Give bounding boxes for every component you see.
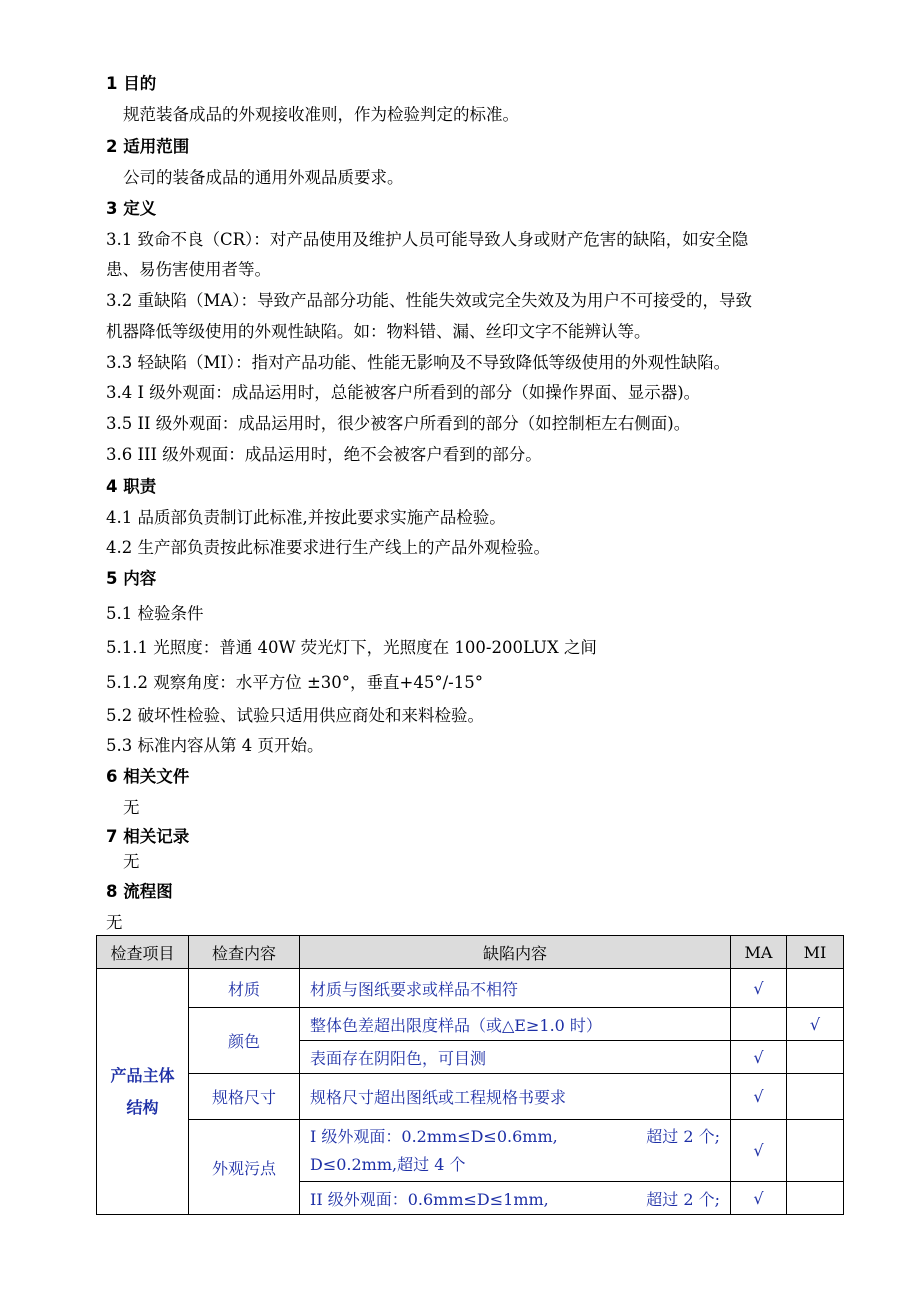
section-6-body: 无: [123, 798, 140, 817]
mi-empty-cell: [787, 1182, 844, 1215]
defect-stain-1-line1: [310, 1123, 720, 1151]
header-check-item: 检查项目: [97, 936, 189, 969]
definition-3-2-line1: 3.2 重缺陷（MA）：导致产品部分功能、性能失效或完全失效及为用户不可接受的，导致: [106, 291, 753, 310]
defect-size: 规格尺寸超出图纸或工程规格书要求: [300, 1074, 731, 1120]
mi-empty-cell: [787, 969, 844, 1008]
defect-stain-1-count: 超过 2 个;: [646, 1126, 720, 1146]
defect-stain-2-spec: II 级外观面：0.6mm≤D≤1mm,: [310, 1189, 549, 1209]
check-item-product-body: [97, 969, 189, 1215]
header-mi: MI: [787, 936, 844, 969]
section-2-body: 公司的装备成品的通用外观品质要求。: [123, 168, 404, 187]
table-row: [97, 1120, 844, 1182]
defect-stain-1: [300, 1120, 731, 1182]
table-row: [97, 1074, 844, 1120]
mi-empty-cell: [787, 1074, 844, 1120]
check-item-label-line2: 结构: [126, 1097, 159, 1117]
definition-3-1-line2: 患、易伤害使用者等。: [106, 260, 271, 279]
ma-check-mark: √: [731, 1182, 787, 1215]
header-check-content: 检查内容: [189, 936, 300, 969]
content-5-3: 5.3 标准内容从第 4 页开始。: [106, 736, 324, 755]
content-5-1: 5.1 检验条件: [106, 604, 204, 623]
section-4-title: 4 职责: [106, 477, 157, 496]
definition-3-4: 3.4 I 级外观面：成品运用时，总能被客户所看到的部分（如操作界面、显示器)。: [106, 383, 701, 402]
check-item-label-line1: 产品主体: [110, 1065, 175, 1085]
defect-stain-2-line: [310, 1187, 720, 1210]
defect-material: 材质与图纸要求或样品不相符: [300, 969, 731, 1008]
defect-stain-2-count: 超过 2 个;: [646, 1189, 720, 1209]
duty-4-2: 4.2 生产部负责按此标准要求进行生产线上的产品外观检验。: [106, 538, 550, 557]
content-size: 规格尺寸: [189, 1074, 300, 1120]
section-1-body: 规范装备成品的外观接收准则，作为检验判定的标准。: [123, 105, 519, 124]
definition-3-2-line2: 机器降低等级使用的外观性缺陷。如：物料错、漏、丝印文字不能辨认等。: [106, 322, 651, 341]
definition-3-5: 3.5 II 级外观面：成品运用时，很少被客户所看到的部分（如控制柜左右侧面)。: [106, 414, 691, 433]
header-ma: MA: [731, 936, 787, 969]
section-6-title: 6 相关文件: [106, 767, 190, 786]
defect-color-1: 整体色差超出限度样品（或△E≥1.0 时）: [300, 1008, 731, 1041]
content-5-2: 5.2 破坏性检验、试验只适用供应商处和来料检验。: [106, 706, 484, 725]
section-1-title: 1 目的: [106, 74, 157, 93]
content-stain: 外观污点: [189, 1120, 300, 1215]
ma-check-mark: √: [731, 969, 787, 1008]
content-material: 材质: [189, 969, 300, 1008]
duty-4-1: 4.1 品质部负责制订此标准,并按此要求实施产品检验。: [106, 508, 506, 527]
content-color: 颜色: [189, 1008, 300, 1074]
section-2-title: 2 适用范围: [106, 137, 190, 156]
inspection-table: [96, 935, 844, 1215]
ma-empty-cell: [731, 1008, 787, 1041]
section-5-title: 5 内容: [106, 569, 157, 588]
table-header-row: [97, 936, 844, 969]
mi-empty-cell: [787, 1120, 844, 1182]
mi-empty-cell: [787, 1041, 844, 1074]
section-7-body: 无: [123, 852, 140, 871]
content-5-1-2: 5.1.2 观察角度：水平方位 ±30°，垂直+45°/-15°: [106, 673, 483, 692]
definition-3-3: 3.3 轻缺陷（MI）：指对产品功能、性能无影响及不导致降低等级使用的外观性缺陷。: [106, 353, 731, 372]
content-5-1-1: 5.1.1 光照度：普通 40W 荧光灯下，光照度在 100-200LUX 之间: [106, 638, 597, 657]
section-3-title: 3 定义: [106, 199, 157, 218]
section-7-title: 7 相关记录: [106, 827, 190, 846]
table-row: [97, 969, 844, 1008]
defect-color-2: 表面存在阴阳色，可目测: [300, 1041, 731, 1074]
ma-check-mark: √: [731, 1120, 787, 1182]
ma-check-mark: √: [731, 1074, 787, 1120]
definition-3-1-line1: 3.1 致命不良（CR）：对产品使用及维护人员可能导致人身或财产危害的缺陷，如安全隐: [106, 230, 749, 249]
header-defect-content: 缺陷内容: [300, 936, 731, 969]
defect-stain-2: [300, 1182, 731, 1215]
definition-3-6: 3.6 III 级外观面：成品运用时，绝不会被客户看到的部分。: [106, 445, 542, 464]
ma-check-mark: √: [731, 1041, 787, 1074]
defect-stain-1-spec: I 级外观面：0.2mm≤D≤0.6mm,: [310, 1126, 558, 1146]
section-8-body: 无: [106, 913, 123, 932]
section-8-title: 8 流程图: [106, 882, 173, 901]
mi-check-mark: √: [787, 1008, 844, 1041]
table-row: [97, 1008, 844, 1041]
defect-stain-1-line2: D≤0.2mm,超过 4 个: [310, 1154, 466, 1174]
